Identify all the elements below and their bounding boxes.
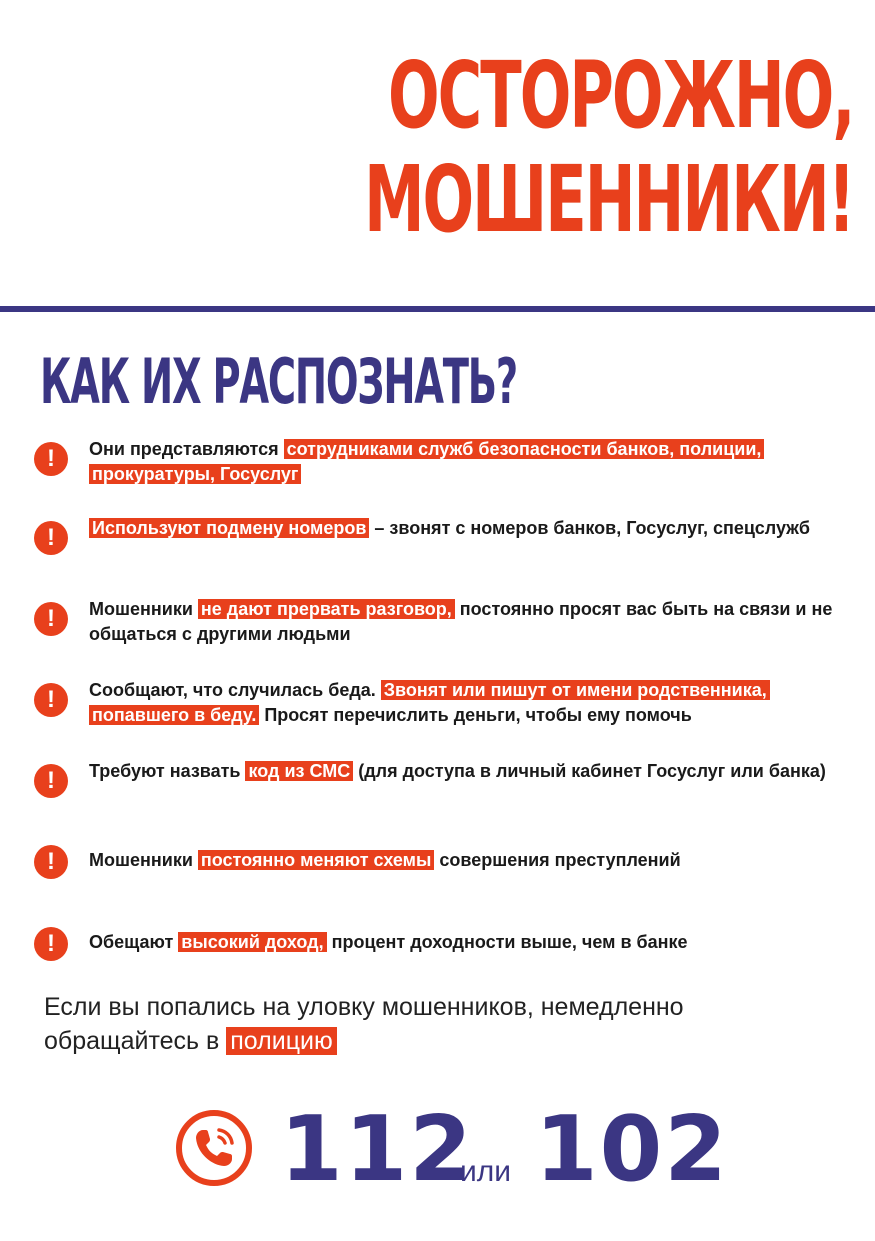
phone-numbers [0,1097,875,1220]
exclamation-icon: ! [34,521,68,555]
divider [0,306,875,312]
exclamation-icon: ! [34,442,68,476]
item-text-plain: Мошенники [89,599,198,619]
item-text-plain: – звонят с номеров банков, Госуслуг, спецслужб [369,518,811,538]
item-text-plain: Обещают [89,932,179,952]
phone-icon [174,1108,254,1188]
item-text [89,597,849,647]
item-text [89,437,849,487]
item-text [89,516,849,541]
phone-or-label: или [460,1155,512,1188]
footer-highlight: полицию [226,1027,336,1055]
item-text [89,848,849,873]
phone-number-112: 112 [280,1097,474,1202]
exclamation-icon: ! [34,764,68,798]
footer-note [44,990,824,1058]
list-item [34,848,854,908]
phone-number-102: 102 [535,1097,729,1202]
section-heading: КАК ИХ РАСПОЗНАТЬ? [40,345,517,418]
list-item [34,516,854,576]
item-text-plain: (для доступа в личный кабинет Госуслуг или банка) [353,761,826,781]
item-text-plain: процент доходности выше, чем в банке [326,932,688,952]
item-text-highlight: постоянно меняют схемы [198,850,434,870]
list-item [34,930,854,990]
exclamation-icon: ! [34,602,68,636]
title-line-1: ОСТОРОЖНО, [387,42,853,149]
item-text-plain: Мошенники [89,850,198,870]
item-text-plain: Требуют назвать [89,761,246,781]
exclamation-icon: ! [34,683,68,717]
list-item [34,759,854,819]
item-text-highlight: код из СМС [245,761,353,781]
item-text-highlight: Используют подмену номеров [89,518,369,538]
item-text [89,759,849,784]
main-title [364,44,853,252]
exclamation-icon: ! [34,845,68,879]
list-item [34,597,854,657]
item-text-plain: Они представляются [89,439,284,459]
item-text-plain: постоянно просят вас быть на связи и не общаться с другими людьми [89,599,833,644]
item-text-highlight: Звонят или пишут от имени родственника, попавшего в беду. [89,680,770,725]
item-text [89,678,849,728]
item-text-highlight: высокий доход, [178,932,326,952]
footer-text: Если вы попались на уловку мошенников, немедленно обращайтесь в [44,993,684,1055]
exclamation-icon: ! [34,927,68,961]
item-text [89,930,849,955]
item-text-plain: Просят перечислить деньги, чтобы ему помочь [259,705,692,725]
item-text-plain: Сообщают, что случилась беда. [89,680,381,700]
list-item [34,678,854,738]
item-text-highlight: сотрудниками служб безопасности банков, полиции, прокуратуры, Госуслуг [89,439,764,484]
item-text-plain: совершения преступлений [434,850,681,870]
list-item [34,437,854,497]
title-line-2: МОШЕННИКИ! [363,146,853,253]
item-text-highlight: не дают прервать разговор, [198,599,455,619]
